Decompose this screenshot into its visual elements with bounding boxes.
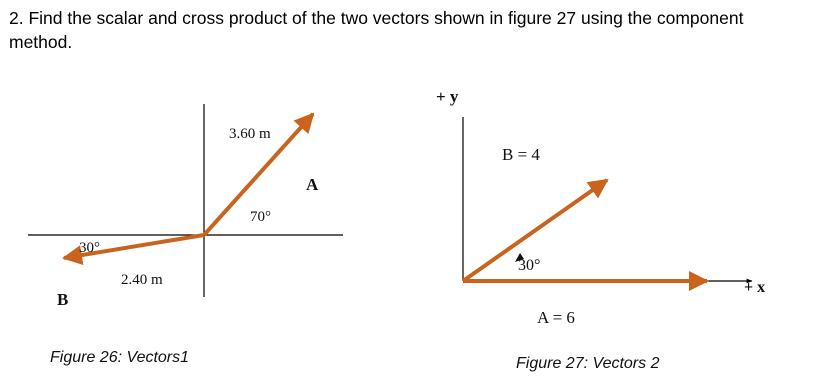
fig26-vector-b-name: B — [57, 290, 69, 309]
fig26-vector-a-name: A — [306, 175, 319, 194]
figure-27-caption: Figure 27: Vectors 2 — [516, 355, 660, 372]
fig27-x-axis-label: + x — [744, 279, 766, 296]
fig27-vector-a-label: A = 6 — [537, 308, 575, 327]
fig27-vector-b-label: B = 4 — [502, 145, 540, 164]
fig27-y-axis-label: + y — [436, 87, 459, 106]
fig26-vector-b-angle: 30° — [79, 240, 100, 256]
figure-27 — [436, 87, 765, 327]
fig26-vector-b-magnitude: 2.40 m — [121, 272, 163, 288]
question-text: 2. Find the scalar and cross product of the two vectors shown in figure 27 using the component method. — [9, 8, 744, 52]
figure-26-caption: Figure 26: Vectors1 — [50, 349, 190, 366]
figure-26 — [28, 104, 343, 309]
fig27-angle-label: 30° — [518, 257, 541, 274]
fig26-vector-a-magnitude: 3.60 m — [229, 126, 271, 142]
fig26-vector-a-angle: 70° — [250, 209, 271, 225]
